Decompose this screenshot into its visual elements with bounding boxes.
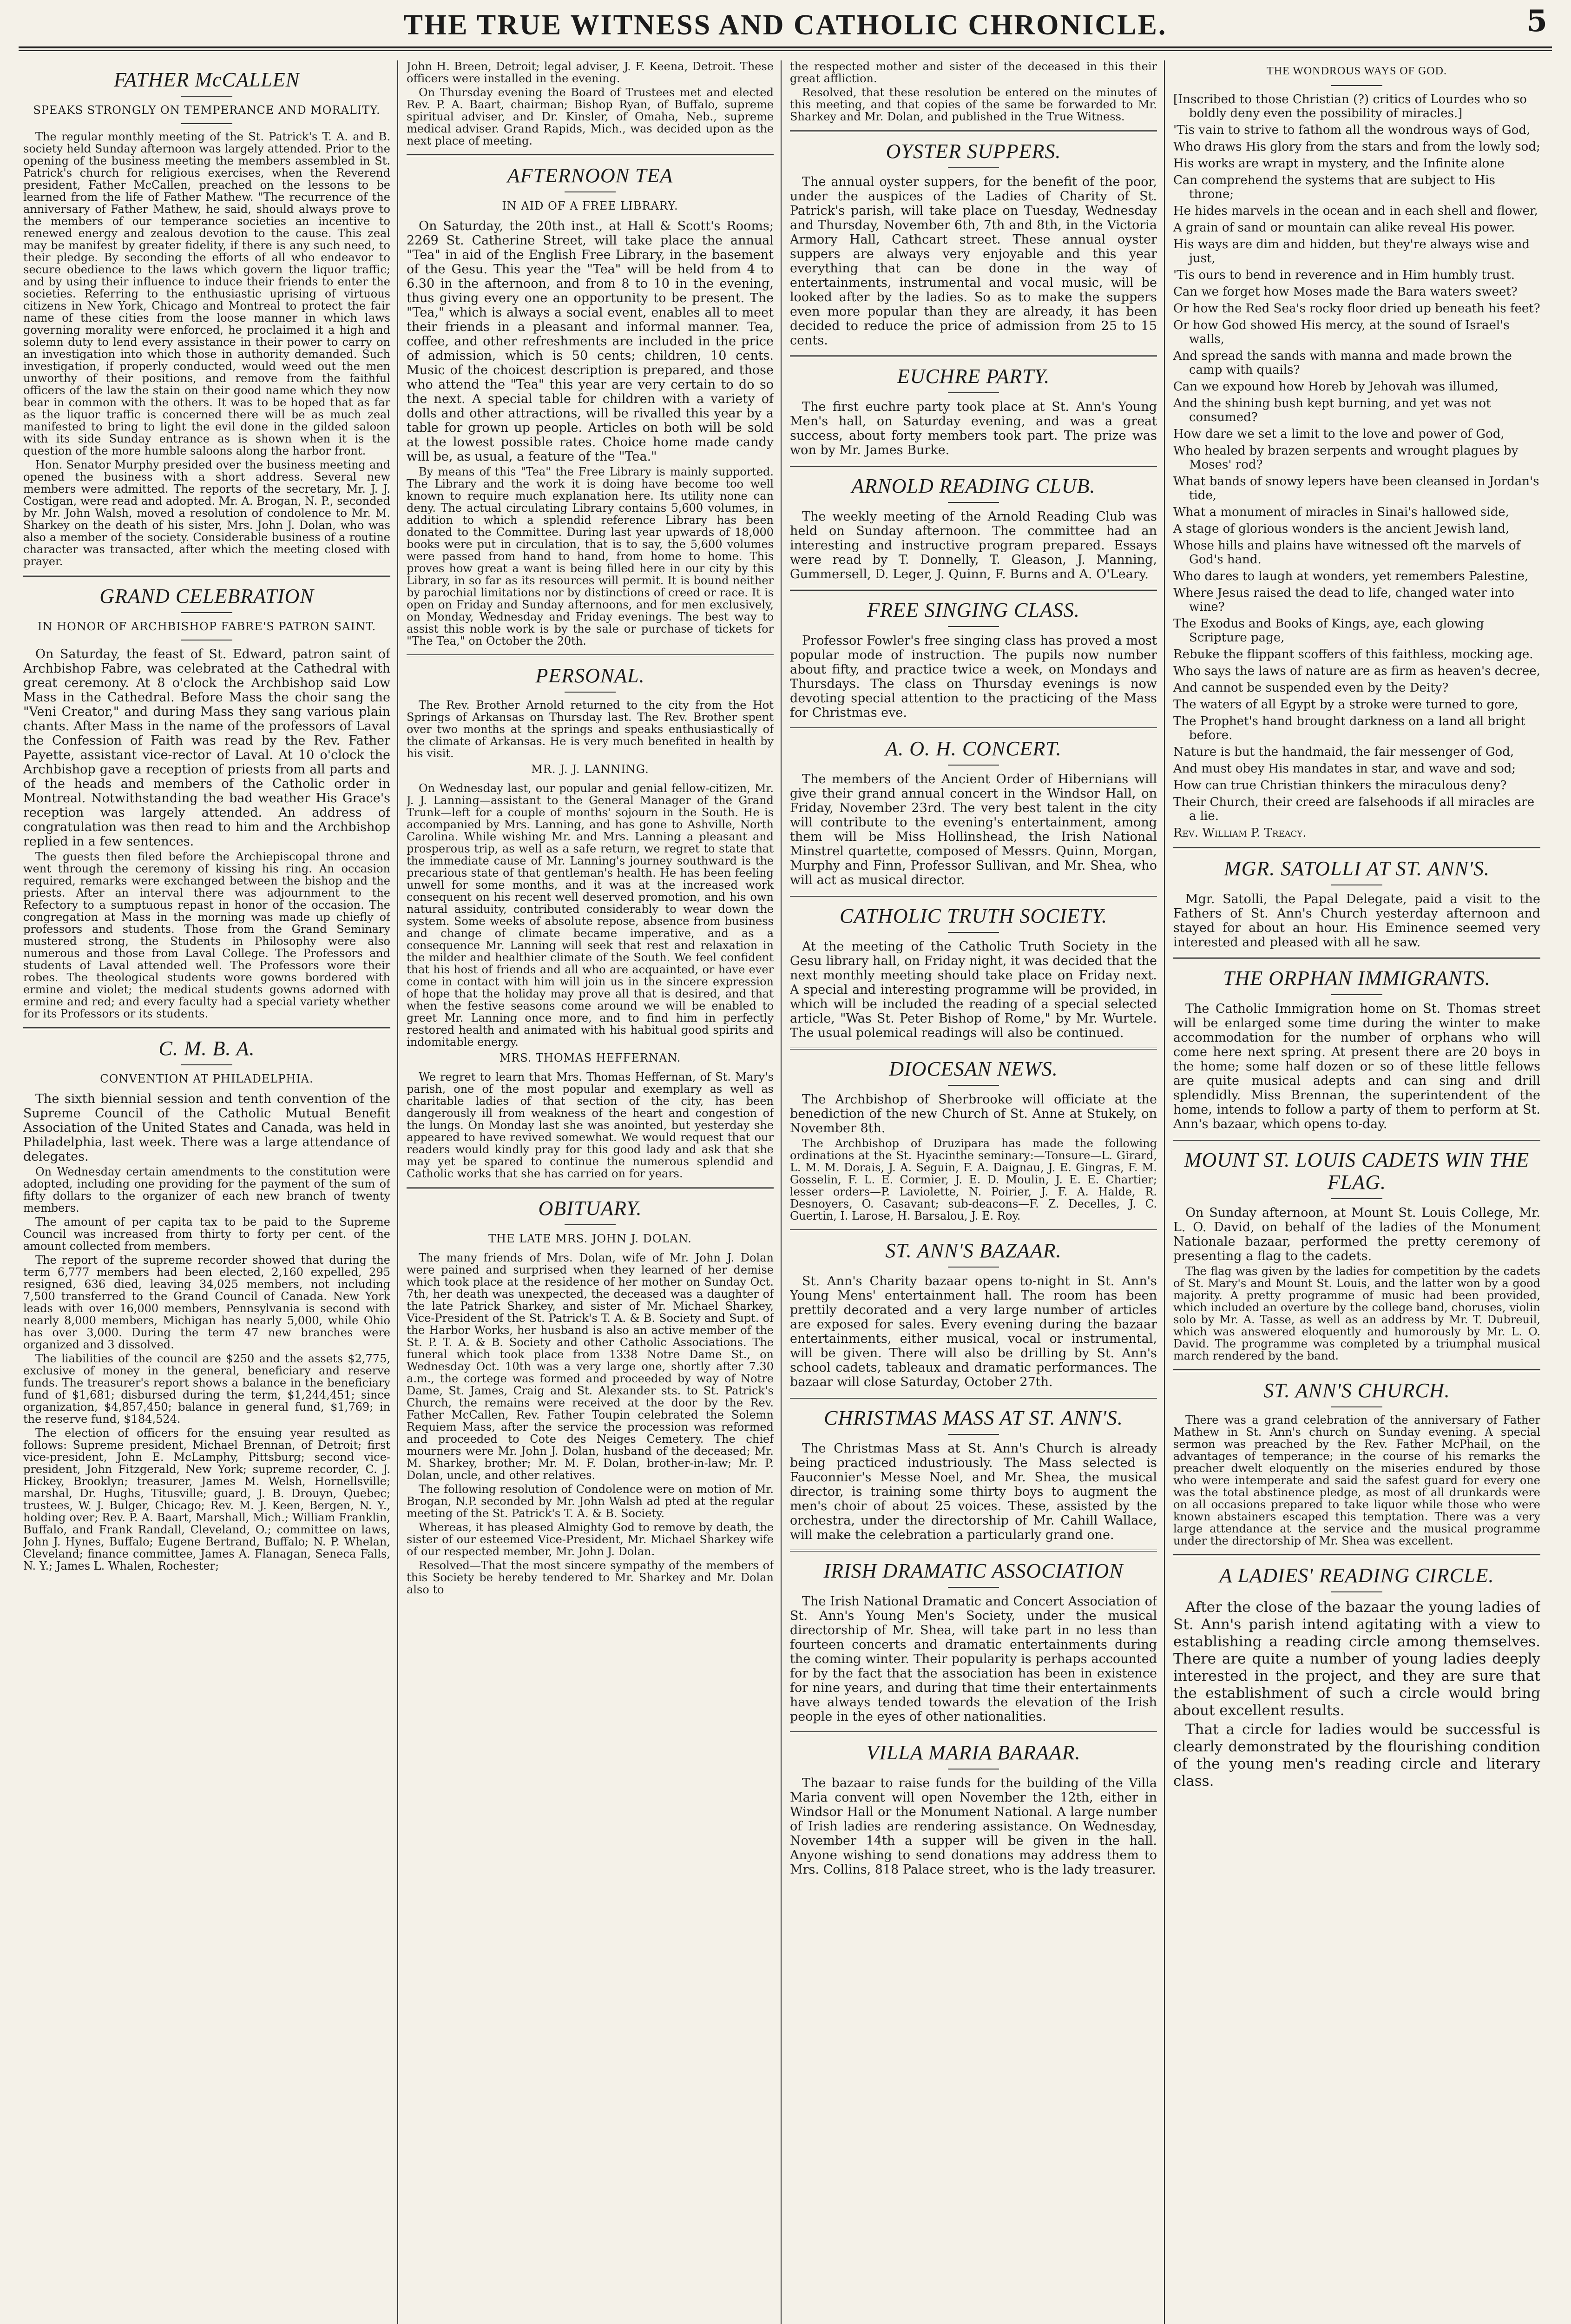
article-reading-circle (1173, 1565, 1540, 1790)
article-paragraph: The Catholic Immigration home on St. Thomas street will be enlarged some time during the winter to make accommodation for the number of orphans who will come here next spring. At present there are 20 boys in the home; some half dozen or so of these little fellows are quite musical adepts and can sing and drill splendidly. Miss Brennan, the superintendent of the home, intends to follow a party of them to perform at St. Ann's bazaar, which opens to-day. (1173, 1002, 1540, 1131)
poem-line: Or how the Red Sea's rocky floor dried up beneath his feet? (1173, 302, 1540, 316)
poem-line: Whose hills and plains have witnessed oft the marvels of God's hand. (1173, 539, 1521, 567)
article-heading: GRAND CELEBRATION (99, 585, 314, 607)
section-separator (23, 1027, 390, 1029)
section-separator (23, 575, 390, 577)
heading-rule (948, 1267, 999, 1268)
section-separator (1173, 957, 1540, 959)
masthead-rule-thin (19, 50, 1552, 51)
section-separator (790, 130, 1157, 132)
heading-rule (181, 96, 232, 97)
article-continuation: Resolved, that these resolution be entered on the minutes of this meeting, and that copies of the same be forwarded to Mr. Sharkey and Mr. Dolan, and published in the True Witness. (790, 86, 1157, 123)
poem-wondrous-ways (1173, 64, 1540, 840)
article-continuation: On Thursday evening the Board of Trustees met and elected Rev. P. A. Baart, chairman; Bishop Ryan, of Buffalo, supreme spiritual adviser, and Dr. Kinsler, of Omaha, Neb., supreme medical adviser. Grand Rapids, Mich., was decided upon as the next place of meeting. (407, 86, 774, 147)
poem-line: Can we expound how Horeb by Jehovah was illumed, (1173, 380, 1499, 394)
section-separator (1173, 1554, 1540, 1556)
article-heading: ST. ANN'S BAZAAR. (885, 1239, 1062, 1262)
heading-rule (948, 392, 999, 393)
masthead-rule (19, 46, 1552, 48)
article-paragraph: There was a grand celebration of the anniversary of Father Mathew in St. Ann's church on Sunday evening. A special sermon was preached by the Rev. Father McPhail, on the advantages of temperance; in the course of his remarks the preacher dwelt eloquently on the miseries endured by those who were intemperate and said the safest guard for every one was the total abstinence pledge, as most of all drunkards were on all occasions prepared to take liquor while those who were known abstainers escaped this temptation. There was a very large attendance at the service and the musical programme under the directorship of Mr. Shea was excellent. (1173, 1413, 1540, 1547)
poem-line: Nature is but the handmaid, the fair messenger of God, (1173, 745, 1514, 759)
article-paragraph: The flag was given by the ladies for competition by the cadets of St. Mary's and Mount St. Louis, and the latter won by a good majority. A pretty programme of music had been provided, which included an overture by the college band, choruses, violin solo by Mr. A. Tasse, as well as an address by Mr. T. Dubreuil, which was answered eloquently and humorously by Mr. L. O. David. The programme was completed by a triumphal musical march rendered by the band. (1173, 1265, 1540, 1362)
poem-line: A stage of glorious wonders is the ancient Jewish land, (1173, 522, 1510, 536)
section-separator (407, 154, 774, 156)
section-separator (790, 727, 1157, 729)
article-heading: ST. ANN'S CHURCH. (1263, 1379, 1450, 1402)
heading-rule (948, 1085, 999, 1086)
poem-line: His ways are dim and hidden, but they're always wise and just, (1173, 238, 1530, 265)
poem-line: And must obey His mandates in star, and wave and sod; (1173, 762, 1516, 776)
article-paragraph: The annual oyster suppers, for the benefit of the poor, under the auspices of the Ladies of Charity of St. Patrick's parish, will take place on Tuesday, Wednesday and Thursday, November 6th, 7th and 8th, in the Victoria Armory Hall, Cathcart street. These annual oyster suppers are always very enjoyable and this year everything that can be done in the way of entertainments, instrumental and vocal music, will be looked after by the ladies. So as to make the suppers even more popular than they are already, it has been decided to reduce the price of admission from 25 to 15 cents. (790, 175, 1157, 348)
article-paragraph: On Wednesday last, our popular and genial fellow-citizen, Mr. J. J. Lanning—assistant to the General Manager of the Grand Trunk—left for a couple of months' sojourn in the South. He is accompanied by Mrs. Lanning, and has gone to Ashville, North Carolina. While wishing Mr. and Mrs. Lanning a pleasant and prosperous trip, as well as a safe return, we regret to state that the immediate cause of Mr. Lanning's journey southward is the precarious state of that gentleman's health. He has been feeling unwell for some months, and it was at the increased work consequent on his recent well deserved promotion, and his own natural assiduity, contributed considerably to wear down the system. Some weeks of absolute repose, absence from business and change of climate became imperative, and as a consequence Mr. Lanning will seek that rest and relaxation in the milder and healthier climate of the South. We feel confident that his host of friends and all who are acquainted, or have ever come in contact with him will join us in the sincere expression of hope that the holiday may prove all that is desired, and that when the festive seasons come around we will be enabled to greet Mr. Lanning once more, and to find him in perfectly restored health and animated with his habitual good spirits and indomitable energy. (407, 782, 774, 1049)
article-heading: VILLA MARIA BARAAR. (866, 1741, 1081, 1764)
article-subheading: CONVENTION AT PHILADELPHIA. (100, 1072, 314, 1085)
heading-rule (948, 167, 999, 168)
article-paragraph: We regret to learn that Mrs. Thomas Heffernan, of St. Mary's parish, one of the most popular and exemplary as well as charitable ladies of that section of the city, has been dangerously ill from weakness of the heart and congestion of the lungs. On Monday last she was anointed, but yesterday she appeared to have revived somewhat. We would request that our readers would kindly pray for this good lady and ask that she may yet be spared to continue the numerous splendid and Catholic works that she has carried on for years. (407, 1070, 774, 1180)
section-separator (407, 654, 774, 656)
heading-rule (1331, 85, 1382, 86)
article-afternoon-tea (407, 165, 774, 647)
section-separator (790, 895, 1157, 897)
article-heading: MOUNT ST. LOUIS CADETS WIN THE FLAG. (1184, 1149, 1530, 1194)
poem-line: And spread the sands with manna and made brown the camp with quails? (1173, 349, 1512, 377)
article-paragraph: The first euchre party took place at St. Ann's Young Men's hall, on Saturday evening, and was a great success, about forty members took part. The prize was won by Mr. James Burke. (790, 400, 1157, 457)
heading-rule (948, 1434, 999, 1435)
column-4 (1173, 60, 1540, 2324)
poem-line: Who draws His glory from the stars and from the lowly sod; (1173, 140, 1540, 154)
article-subheading: THE LATE MRS. JOHN J. DOLAN. (488, 1232, 692, 1245)
article-heading: CATHOLIC TRUTH SOCIETY. (839, 905, 1107, 927)
article-paragraph: Whereas, it has pleased Almighty God to remove by death, the sister of our esteemed Vice-President, Mr. Michael Sharkey wife of our respected member, Mr. John J. Dolan. (407, 1521, 774, 1558)
article-aoh-concert (790, 738, 1157, 887)
heading-rule (181, 123, 232, 124)
masthead (19, 4, 1552, 54)
article-heading: A. O. H. CONCERT. (885, 737, 1062, 760)
column-divider (781, 60, 782, 2324)
poem-line: What bands of snowy lepers have been cleansed in Jordan's tide, (1173, 475, 1539, 502)
article-continuation: John H. Breen, Detroit; legal adviser, J. F. Keena, Detroit. These officers were installed in the evening. (407, 60, 774, 85)
article-paragraph: St. Ann's Charity bazaar opens to-night in St. Ann's Young Mens' entertainment hall. The room has been prettily decorated and a very large number of articles are exposed for sales. Every evening during the bazaar entertainments, either musical, vocal or instrumental, will be given. There will also be drilling by St. Ann's school cadets, tableaux and dramatic performances. The bazaar will close Saturday, October 27th. (790, 1274, 1157, 1389)
section-separator (1173, 1139, 1540, 1141)
section-separator (407, 1187, 774, 1189)
article-continuation: the respected mother and sister of the deceased in this their great affliction. (790, 60, 1157, 85)
section-separator (790, 465, 1157, 467)
article-heading: AFTERNOON TEA (507, 164, 673, 187)
poem-line: And the shining bush kept burning, and yet was not consumed? (1173, 396, 1491, 424)
poem-line: 'Tis vain to strive to fathom all the wondrous ways of God, (1173, 123, 1531, 137)
poem-line: Who dares to laugh at wonders, yet remembers Palestine, (1173, 569, 1529, 583)
page-number: 5 (1526, 4, 1547, 39)
article-paragraph: At the meeting of the Catholic Truth Society in the Gesu library hall, on Friday night, it was decided that the next monthly meeting should take place on Friday next. A special and interesting programme will be provided, in which will be included the reading of a special selected article, "Was St. Peter Bishop of Rome," by Mr. Wurtele. The usual polemical readings will also be continued. (790, 939, 1157, 1040)
article-paragraph: The many friends of Mrs. Dolan, wife of Mr. John J. Dolan were pained and surprised when they learned of her demise which took place at the residence of her mother on Sunday Oct. 7th, her death was unexpected, the deceased was a daughter of the late Patrick Sharkey, and sister of Mr. Michael Sharkey, Vice-President of the St. Patrick's T. A. & B. Society and Supt. of the Harbor Works, her husband is also an active member of the St. P. T. A. & B. Society and other Catholic Associations. The funeral which took place from 1338 Notre Dame St., on Wednesday Oct. 10th was a very large one, shortly after 7.30 a.m., the cortege was formed and proceeded by way of Notre Dame, St. James, Craig and St. Alexander sts. to St. Patrick's Church, the remains were received at the door by the Rev. Father McCallen, Rev. Father Toupin celebrated the Solemn Requiem Mass, after the service the procession was reformed and proceeded to Cote des Neiges Cemetery. The chief mourners were Mr. John J. Dolan, husband of the deceased; Mr. M. Sharkey, brother; Mr. M. F. Dolan, brother-in-law; Mr. P. Dolan, uncle, and other relatives. (407, 1251, 774, 1482)
article-paragraph: The regular monthly meeting of the St. Patrick's T. A. and B. society held Sunday afternoon was largely attended. Prior to the opening of the business meeting the members assembled in St. Patrick's church for religious exercises, when the Reverend president, Father McCallen, preached on the lessons to be learned from the life of Father Mathew. "The recurrence of the anniversary of Father Mathew, he said, should always prove to the members of our temperance societies an incentive to renewed energy and zealous devotion to the cause. This zeal may be manifest by greater fidelity, if there is any such need, to their pledge. By seconding the efforts of all who endeavor to secure obedience to the laws which govern the liquor traffic; and by using their influence to induce their friends to enter the societies. Referring to the enthusiastic uprising of virtuous citizens in New York, Chicago and Montreal to protect the fair name of these cities from the loose manner in which laws governing morality were enforced, he proclaimed it a high and solemn duty to lend every assistance in their power to carry on an investigation into which those in authority demanded. Such investigation, if properly conducted, would weed out the men unworthy of their positions, and remove from the faithful officers of the law the stain on their good name which they now bear in common with the others. It was to be hoped that as far as the liquor traffic is concerned there will be as much zeal manifested to bring to light the evil done in the gilded saloon with its side Sunday entrance as is shown when it is the question of the more humble saloons along the harbor front. (23, 130, 390, 457)
article-irish-dramatic (790, 1560, 1157, 1724)
article-cmba (23, 1037, 390, 1572)
article-christmas-mass (790, 1407, 1157, 1542)
poem-line: A grain of sand or mountain can alike reveal His power. (1173, 221, 1515, 235)
article-paragraph: The report of the supreme recorder showed that during the term 6,777 members had been elected, 2,160 expelled, 295 resigned, 636 died, leaving 34,025 members, not including 7,500 transferred to the Grand Council of Canada. New York leads with over 16,000 members, Pennsylvania is second with nearly 8,000 members, Michigan has nearly 5,000, while Ohio has over 3,000. During the term 47 new branches were organized and 3 dissolved. (23, 1254, 390, 1351)
poem-line: Can we forget how Moses made the Bara waters sweet? (1173, 285, 1518, 299)
poem-note: [Inscribed to those Christian (?) critics of Lourdes who so boldly deny even the possibility of miracles.] (1173, 92, 1527, 120)
section-separator (790, 1229, 1157, 1231)
article-truth-society (790, 905, 1157, 1040)
poem-line: And cannot be suspended even by the Deity? (1173, 681, 1449, 695)
heading-rule (948, 502, 999, 503)
section-separator (790, 1048, 1157, 1050)
article-heading: C. M. B. A. (158, 1037, 255, 1060)
article-villa-maria (790, 1742, 1157, 1877)
article-paragraph: The bazaar to raise funds for the building of the Villa Maria convent will open November the 12th, either in Windsor Hall or the Monument National. A large number of Irish ladies are rendering assistance. On Wednesday, November 14th a supper will be given in the hall. Anyone wishing to send donations may address them to Mrs. Collins, 818 Palace street, who is the lady treasurer. (790, 1776, 1157, 1877)
article-paragraph: On Wednesday certain amendments to the constitution were adopted, including one providing for the payment of the sum of fifty dollars to the organizer of each new branch of twenty members. (23, 1165, 390, 1215)
poem-line: Or how God showed His mercy, at the sound of Israel's walls, (1173, 318, 1510, 346)
article-oyster-suppers (790, 140, 1157, 348)
article-paragraph: That a circle for ladies would be successful is clearly demonstrated by the flourishing condition of the young men's reading circle and literary class. (1173, 1721, 1540, 1789)
article-st-anns-church (1173, 1380, 1540, 1547)
article-paragraph: The Archbishop of Druzipara has made the following ordinations at the St. Hyacinthe seminary:—Tonsure—L. Girard, L. M. M. Dorais, J. A. Seguin, F. A. Daignau, J. E. Gingras, F. M. Gosselin, F. L. E. Cormier, J. E. D. Moulin, J. E. E. Chartier; lesser orders—P. Laviolette, N. Poirier, J. F. A. Halde, R. Desnoyers, O. Casavant; sub-deacons—F. Z. Decelles, J. C. Guertin, I. Larose, H. Barsalou, J. E. Roy. (790, 1137, 1157, 1222)
article-heading: OYSTER SUPPERS. (886, 140, 1061, 163)
heading-rule (181, 1064, 232, 1065)
article-heading: OBITUARY. (538, 1197, 642, 1220)
section-separator (790, 589, 1157, 591)
article-paragraph: The following resolution of Condolence were on motion of Mr. Brogan, N.P. seconded by Mr. John Walsh ad pted at the regular meeting of the St. Patrick's T. A. & B. Society. (407, 1483, 774, 1520)
article-subheading: IN AID OF A FREE LIBRARY. (502, 199, 678, 212)
article-heading: IRISH DRAMATIC ASSOCIATION (823, 1559, 1124, 1582)
poem-line: The Prophet's hand brought darkness on a land all bright before. (1173, 714, 1525, 742)
section-separator (790, 1550, 1157, 1552)
article-satolli (1173, 858, 1540, 950)
section-separator (790, 1731, 1157, 1733)
poem-line: He hides marvels in the ocean and in each shell and flower, (1173, 204, 1538, 218)
heading-rule (565, 692, 616, 693)
article-obituary (407, 1197, 774, 1596)
article-paragraph: Professor Fowler's free singing class has proved a most popular mode of instruction. The pupils now number about fifty, and practice twice a week, on Mondays and Thursdays. The class on Thursday evenings is now devoting special attention to the practicing of the Mass for Christmas eve. (790, 634, 1157, 720)
poem-line: How dare we set a limit to the love and power of God, (1173, 427, 1505, 441)
article-paragraph: The Archbishop of Sherbrooke will officiate at the benediction of the new Church of St. Anne at Stukely, on November 8th. (790, 1092, 1157, 1136)
article-paragraph: The Irish National Dramatic and Concert Association of St. Ann's Young Men's Society, under the musical directorship of Mr. Shea, will take part in no less than fourteen concerts and dramatic entertainments during the coming winter. Their popularity is perhaps accounted for by the fact that the association has been in existence for nine years, and during that time their entertainments have always tended towards the elevation of the Irish people in the eyes of other nationalities. (790, 1594, 1157, 1724)
poem-lines (1173, 123, 1540, 823)
section-separator (790, 355, 1157, 357)
article-heading: ARNOLD READING CLUB. (851, 475, 1096, 497)
article-paragraph: On Saturday, the 20th inst., at Hall & Scott's Rooms; 2269 St. Catherine Street, will take place the annual "Tea" in aid of the English Free Library, in the basement of the Gesu. This year the "Tea" will be held from 4 to 6.30 in the afternoon, and from 8 to 10 in the evening, thus giving every one an opportunity to be present. The "Tea," which is always a social event, enables all to meet their friends in a pleasant and informal manner. Tea, coffee, and other refreshments are included in the price of admission, which is 50 cents; children, 10 cents. Music of the choicest description is prepared, and those who attend the "Tea" this year are very certain to do so the next. A special table for children with a variety of dolls and other attractions, will be rivalled this year by a table for grown up people. Articles on both will be sold at the lowest possible rates. Choice home made candy will be, as usual, a feature of the "Tea." (407, 219, 774, 464)
poem-line: Who healed by brazen serpents and wrought plagues by Moses' rod? (1173, 444, 1518, 472)
poem-line: His works are wrapt in mystery, and the Infinite alone (1173, 157, 1505, 171)
heading-rule (1331, 1591, 1382, 1592)
poem-signature: Rev. William P. Treacy. (1173, 826, 1307, 840)
heading-rule (948, 765, 999, 766)
poem-line: Who says the laws of nature are as firm as heaven's decree, (1173, 664, 1540, 678)
article-paragraph: On Sunday afternoon, at Mount St. Louis College, Mr. L. O. David, on behalf of the ladies of the Monument Nationale bazaar, performed the pretty ceremony of presenting a flag to the cadets. (1173, 1206, 1540, 1263)
article-paragraph: Resolved—That the most sincere sympathy of the members of this Society be hereby tendered to Mr. Sharkey and Mr. Dolan also to (407, 1559, 774, 1596)
poem-line: Their Church, their creed are falsehoods if all miracles are a lie. (1173, 795, 1535, 823)
article-subheading: MR. J. J. LANNING. (531, 763, 649, 776)
poem-line: 'Tis ours to bend in reverence and in Him humbly trust. (1173, 268, 1515, 282)
column-2 (407, 60, 774, 2324)
article-heading: CHRISTMAS MASS AT ST. ANN'S. (824, 1406, 1123, 1429)
article-euchre (790, 365, 1157, 457)
poem-line: How can true Christian thinkers the miraculous deny? (1173, 779, 1507, 792)
heading-rule (181, 612, 232, 613)
heading-rule (1331, 1406, 1382, 1407)
article-paragraph: The sixth biennial session and tenth convention of the Supreme Council of the Catholic Mutual Benefit Association of the United States and Canada, was held in Philadelphia, last week. There was a large attendance of delegates. (23, 1092, 390, 1164)
article-paragraph: The Rev. Brother Arnold returned to the city from the Hot Springs of Arkansas on Thursday last. The Rev. Brother spent over two months at the springs and speaks enthusiastically of the climate of Arkansas. He is very much benefited in health by his visit. (407, 699, 774, 760)
poem-title: THE WONDROUS WAYS OF GOD. (1267, 65, 1447, 77)
article-paragraph: Hon. Senator Murphy presided over the business meeting and opened the business with a short address. Several new members were admitted. The reports of the secretary, Mr. J. J. Costigan, were read and adopted. Mr. A. Brogan, N. P., seconded by Mr. John Walsh, moved a resolution of condolence to Mr. M. Sharkey on the death of his sister, Mrs. John J. Dolan, who was also a member of the society. Considerable business of a routine character was transacted, after which the meeting closed with prayer. (23, 458, 390, 568)
article-arnold-club (790, 475, 1157, 581)
heading-rule (948, 1587, 999, 1588)
article-paragraph: Mgr. Satolli, the Papal Delegate, paid a visit to the Fathers of St. Ann's Church yesterday afternoon and stayed for about an hour. His Eminence seemed very interested and pleased with all he saw. (1173, 892, 1540, 950)
poem-line: The Exodus and Books of Kings, aye, each glowing Scripture page, (1173, 617, 1484, 645)
heading-rule (948, 932, 999, 933)
poem-line: What a monument of miracles in Sinai's hallowed side, (1173, 505, 1509, 519)
article-heading: FREE SINGING CLASS. (867, 599, 1080, 621)
newspaper-title: THE TRUE WITNESS AND CATHOLIC CHRONICLE. (403, 9, 1167, 41)
poem-line: The waters of all Egypt by a stroke were turned to gore, (1173, 698, 1518, 712)
article-paragraph: On Saturday, the feast of St. Edward, patron saint of Archbishop Fabre, was celebrated at the Cathedral with great ceremony. At 8 o'clock the Archbishop said Low Mass in the Cathedral. Before Mass the choir sang the "Veni Creator," and during Mass they sang various plain chants. After Mass in the name of the professors of Laval the Confession of Faith was read by the Rev. Father Payette, assistant vice-rector of Laval. At 10 o'clock the Archbishop gave a reception of priests from all parts and of the heads and members of the Catholic order in Montreal. Notwithstanding the bad weather His Grace's reception was largely attended. An address of congratulation was then read to him and the Archbishop replied in a few sentences. (23, 647, 390, 849)
article-orphan-immigrants (1173, 967, 1540, 1131)
heading-rule (948, 626, 999, 627)
article-heading: PERSONAL. (535, 664, 645, 687)
section-separator (790, 1397, 1157, 1399)
article-heading: THE ORPHAN IMMIGRANTS. (1223, 967, 1491, 990)
column-divider (397, 60, 398, 2324)
article-subheading: IN HONOR OF ARCHBISHOP FABRE'S PATRON SAINT. (37, 620, 376, 633)
article-paragraph: The election of officers for the ensuing year resulted as follows: Supreme president, Michael Brennan, of Detroit; first vice-president, John E. McLamphy, Pittsburg; second vice-president, John Fitzgerald, New York; supreme recorder, C. J. Hickey, Brooklyn; treasurer, James M. Welsh, Hornellsville; marshal, Dr. Hughs, Titusville; guard, J. B. Drouyn, Quebec; trustees, W. J. Bulger, Chicago; Rev. M. J. Keen, Bergen, N. Y., holding over; Rev. P. A. Baart, Marshall, Mich.; William Franklin, Buffalo, and Frank Randall, Cleveland, O.; committee on laws, John J. Hynes, Buffalo; Eugene Bertrand, Buffalo; N. P. Whelan, Cleveland; finance committee, James A. Flanagan, Seneca Falls, N. Y.; James L. Whalen, Rochester; (23, 1426, 390, 1572)
column-divider (1164, 60, 1165, 2324)
article-paragraph: The members of the Ancient Order of Hibernians will give their grand annual concert in the Windsor Hall, on Friday, November 23rd. The very best talent in the city will contribute to the evening's entertainment, among them will be Miss Hollinshead, the Irish National Minstrel quartette, composed of Messrs. Quinn, Morgan, Murphy and Finn, Professor Sullivan, and Mr. Shea, who will act as musical director. (790, 772, 1157, 887)
heading-rule (565, 1224, 616, 1225)
article-paragraph: The weekly meeting of the Arnold Reading Club was held on Sunday afternoon. The committee had an interesting and instructive program prepared. Essays were read by T. Donnelly, T. Gleason, J. Manning, Gummersell, D. Leger, J. Quinn, F. Burns and A. O'Leary. (790, 509, 1157, 581)
poem-line: Rebuke the flippant scoffers of this faithless, mocking age. (1173, 647, 1533, 661)
article-heading: EUCHRE PARTY. (897, 365, 1050, 388)
article-diocesan-news (790, 1058, 1157, 1222)
article-personal (407, 665, 774, 1180)
article-heading: A LADIES' READING CIRCLE. (1219, 1564, 1494, 1587)
article-heading: FATHER McCALLEN (113, 68, 300, 91)
article-grand-celebration (23, 585, 390, 1020)
heading-rule (565, 191, 616, 192)
article-paragraph: The guests then filed before the Archiepiscopal throne and went through the ceremony of kissing his ring. An occasion required, remarks were exchanged between the bishop and the priests. After an interval there was adjournment to the Refectory to a sumptuous repast in honor of the occasion. The congregation at Mass in the morning was made up chiefly of professors and students. Those from the Grand Seminary mustered strong, the Students in Philosophy were also numerous and those from Laval College. The Professors and students of Laval attended well. The Professors wore their robes. The theological students wore gowns bordered with ermine and violet; the medical students gowns adorned with ermine and red; and every faculty had a special variety whether for its Professors or its students. (23, 850, 390, 1020)
article-paragraph: The liabilities of the council are $250 and the assets $2,775, exclusive of money in the general, beneficiary and reserve funds. The treasurer's report shows a balance in the beneficiary fund of $1,681; disbursed during the term, $1,244,451; since organization, $4,857,450; balance in general fund, $1,769; in the reserve fund, $184,524. (23, 1352, 390, 1426)
column-1 (23, 60, 390, 2324)
article-singing-class (790, 599, 1157, 720)
poem-line: Can comprehend the systems that are subject to His throne; (1173, 173, 1495, 201)
article-father-mccallen (23, 69, 390, 568)
section-separator (1173, 847, 1540, 849)
article-subheading: MRS. THOMAS HEFFERNAN. (499, 1051, 681, 1064)
article-paragraph: The Christmas Mass at St. Ann's Church is already being practiced industriously. The Mass selected is Fauconnier's Messe Noel, and Mr. Shea, the musical director, is training some thirty boys to augment the men's choir of about 25 voices. These, assisted by the orchestra, under the directorship of Mr. Cahill Wallace, will make the celebration a particularly grand one. (790, 1441, 1157, 1542)
article-subheading: SPEAKS STRONGLY ON TEMPERANCE AND MORALITY. (33, 104, 381, 117)
heading-rule (1331, 1198, 1382, 1199)
heading-rule (1331, 994, 1382, 995)
article-mount-st-louis (1173, 1149, 1540, 1362)
section-separator (1173, 1369, 1540, 1371)
poem-line: Where Jesus raised the dead to life, changed water into wine? (1173, 586, 1515, 614)
article-heading: DIOCESAN NEWS. (889, 1057, 1058, 1080)
article-heading: MGR. SATOLLI AT ST. ANN'S. (1223, 857, 1490, 880)
article-paragraph: After the close of the bazaar the young ladies of St. Ann's parish intend agitating with a view to establishing a reading circle among themselves. There are quite a number of young ladies deeply interested in the project, and they are sure that the establishment of such a circle would bring about excellent results. (1173, 1599, 1540, 1719)
column-3 (790, 60, 1157, 2324)
article-st-anns-bazaar (790, 1240, 1157, 1389)
article-paragraph: The amount of per capita tax to be paid to the Supreme Council was increased from thirty to forty per cent. of the amount collected from members. (23, 1215, 390, 1253)
article-paragraph: By means of this "Tea" the Free Library is mainly supported. The Library and the work it is doing have become too well known to require much explanation here. Its utility none can deny. The actual circulating Library contains 5,600 volumes, in addition to which a splendid reference Library has been donated to the Committee. During last year upwards of 18,000 books were put in circulation, that is to say, the 5,600 volumes were passed from hand to hand, from home to home. This proves how great a want is being filled here in our city by this Library, in so far as its resources will permit. It is bound neither by parochial limitations nor by distinctions of creed or race. It is open on Friday and Sunday afternoons, and for men exclusively, on Monday, Wednesday and Friday evenings. The best way to assist this noble work is by the sale or purchase of tickets for "The Tea," on October the 20th. (407, 465, 774, 647)
